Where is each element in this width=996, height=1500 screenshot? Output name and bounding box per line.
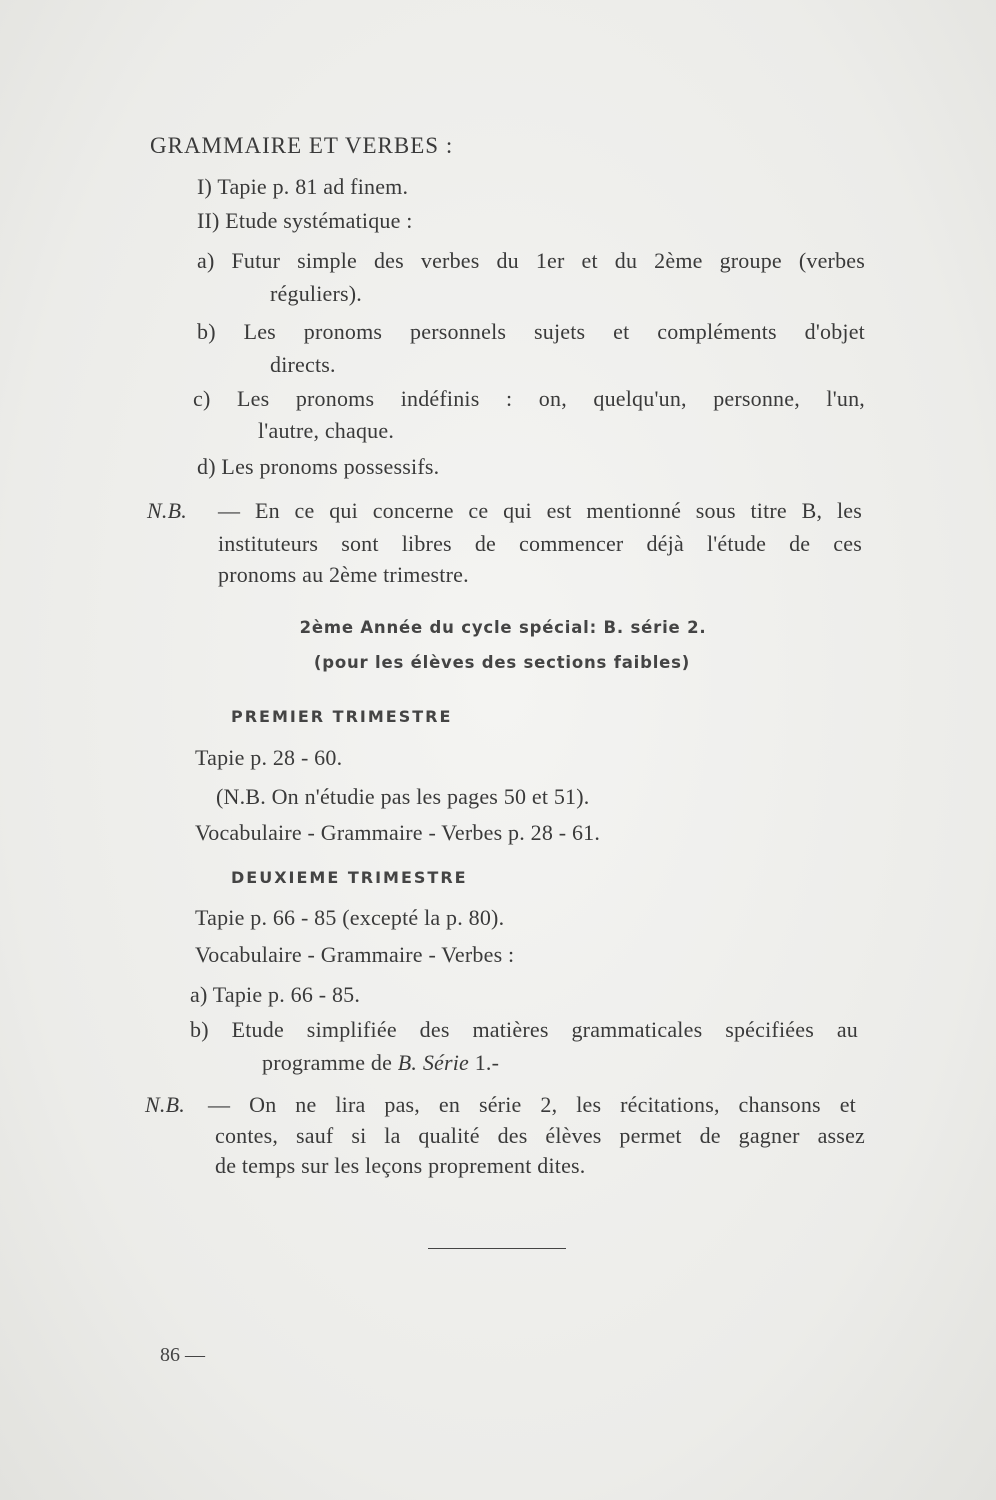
premier-trimestre-heading: PREMIER TRIMESTRE xyxy=(231,707,453,726)
nb2-line3: de temps sur les leçons proprement dites. xyxy=(215,1153,586,1178)
item-b-line2: directs. xyxy=(270,352,336,377)
item-b-line1: b) Les pronoms personnels sujets et compléments d'objet xyxy=(197,319,865,344)
deuxieme-line5-post: 1.- xyxy=(474,1050,500,1075)
deuxieme-line2: Vocabulaire - Grammaire - Verbes : xyxy=(195,942,515,967)
deuxieme-line5 xyxy=(262,1052,499,1074)
deuxieme-line5-pre: programme de xyxy=(262,1050,393,1075)
item-d: d) Les pronoms possessifs. xyxy=(197,454,440,479)
end-rule-divider xyxy=(428,1248,566,1249)
deuxieme-line3: a) Tapie p. 66 - 85. xyxy=(190,982,361,1007)
item-a-line2: réguliers). xyxy=(270,281,362,306)
item-c-line2: l'autre, chaque. xyxy=(258,418,395,443)
nb1-line2: instituteurs sont libres de commencer déjà l'étude de ces xyxy=(218,531,862,556)
premier-line1: Tapie p. 28 - 60. xyxy=(195,745,343,770)
deuxieme-line4: b) Etude simplifiée des matières grammaticales spécifiées au xyxy=(190,1017,858,1042)
nb2-label: N.B. xyxy=(145,1092,185,1117)
deuxieme-line5-series: B. Série xyxy=(397,1050,470,1075)
deuxieme-trimestre-heading: DEUXIEME TRIMESTRE xyxy=(231,868,468,887)
nb1-label: N.B. xyxy=(147,498,187,523)
premier-line2: (N.B. On n'étudie pas les pages 50 et 51). xyxy=(216,784,590,809)
page-number: 86 — xyxy=(160,1344,205,1366)
nb2-line2: contes, sauf si la qualité des élèves permet de gagner assez xyxy=(215,1123,865,1148)
deuxieme-line1: Tapie p. 66 - 85 (excepté la p. 80). xyxy=(195,905,505,930)
section-subtitle-2: (pour les élèves des sections faibles) xyxy=(313,653,691,672)
item-a-line1: a) Futur simple des verbes du 1er et du 2ème groupe (verbes xyxy=(197,248,865,273)
nb1-line3: pronoms au 2ème trimestre. xyxy=(218,562,469,587)
premier-line3: Vocabulaire - Grammaire - Verbes p. 28 - 61. xyxy=(195,820,601,845)
item-i: I) Tapie p. 81 ad finem. xyxy=(197,174,409,199)
nb1-line1: — En ce qui concerne ce qui est mentionné sous titre B, les xyxy=(218,498,862,523)
item-ii: II) Etude systématique : xyxy=(197,208,413,233)
nb2-line1: — On ne lira pas, en série 2, les récitations, chansons et xyxy=(208,1092,856,1117)
section-subtitle-1: 2ème Année du cycle spécial: B. série 2. xyxy=(299,618,707,637)
item-c-line1: c) Les pronoms indéfinis : on, quelqu'un, personne, l'un, xyxy=(193,386,865,411)
section-title: GRAMMAIRE ET VERBES : xyxy=(150,133,454,158)
